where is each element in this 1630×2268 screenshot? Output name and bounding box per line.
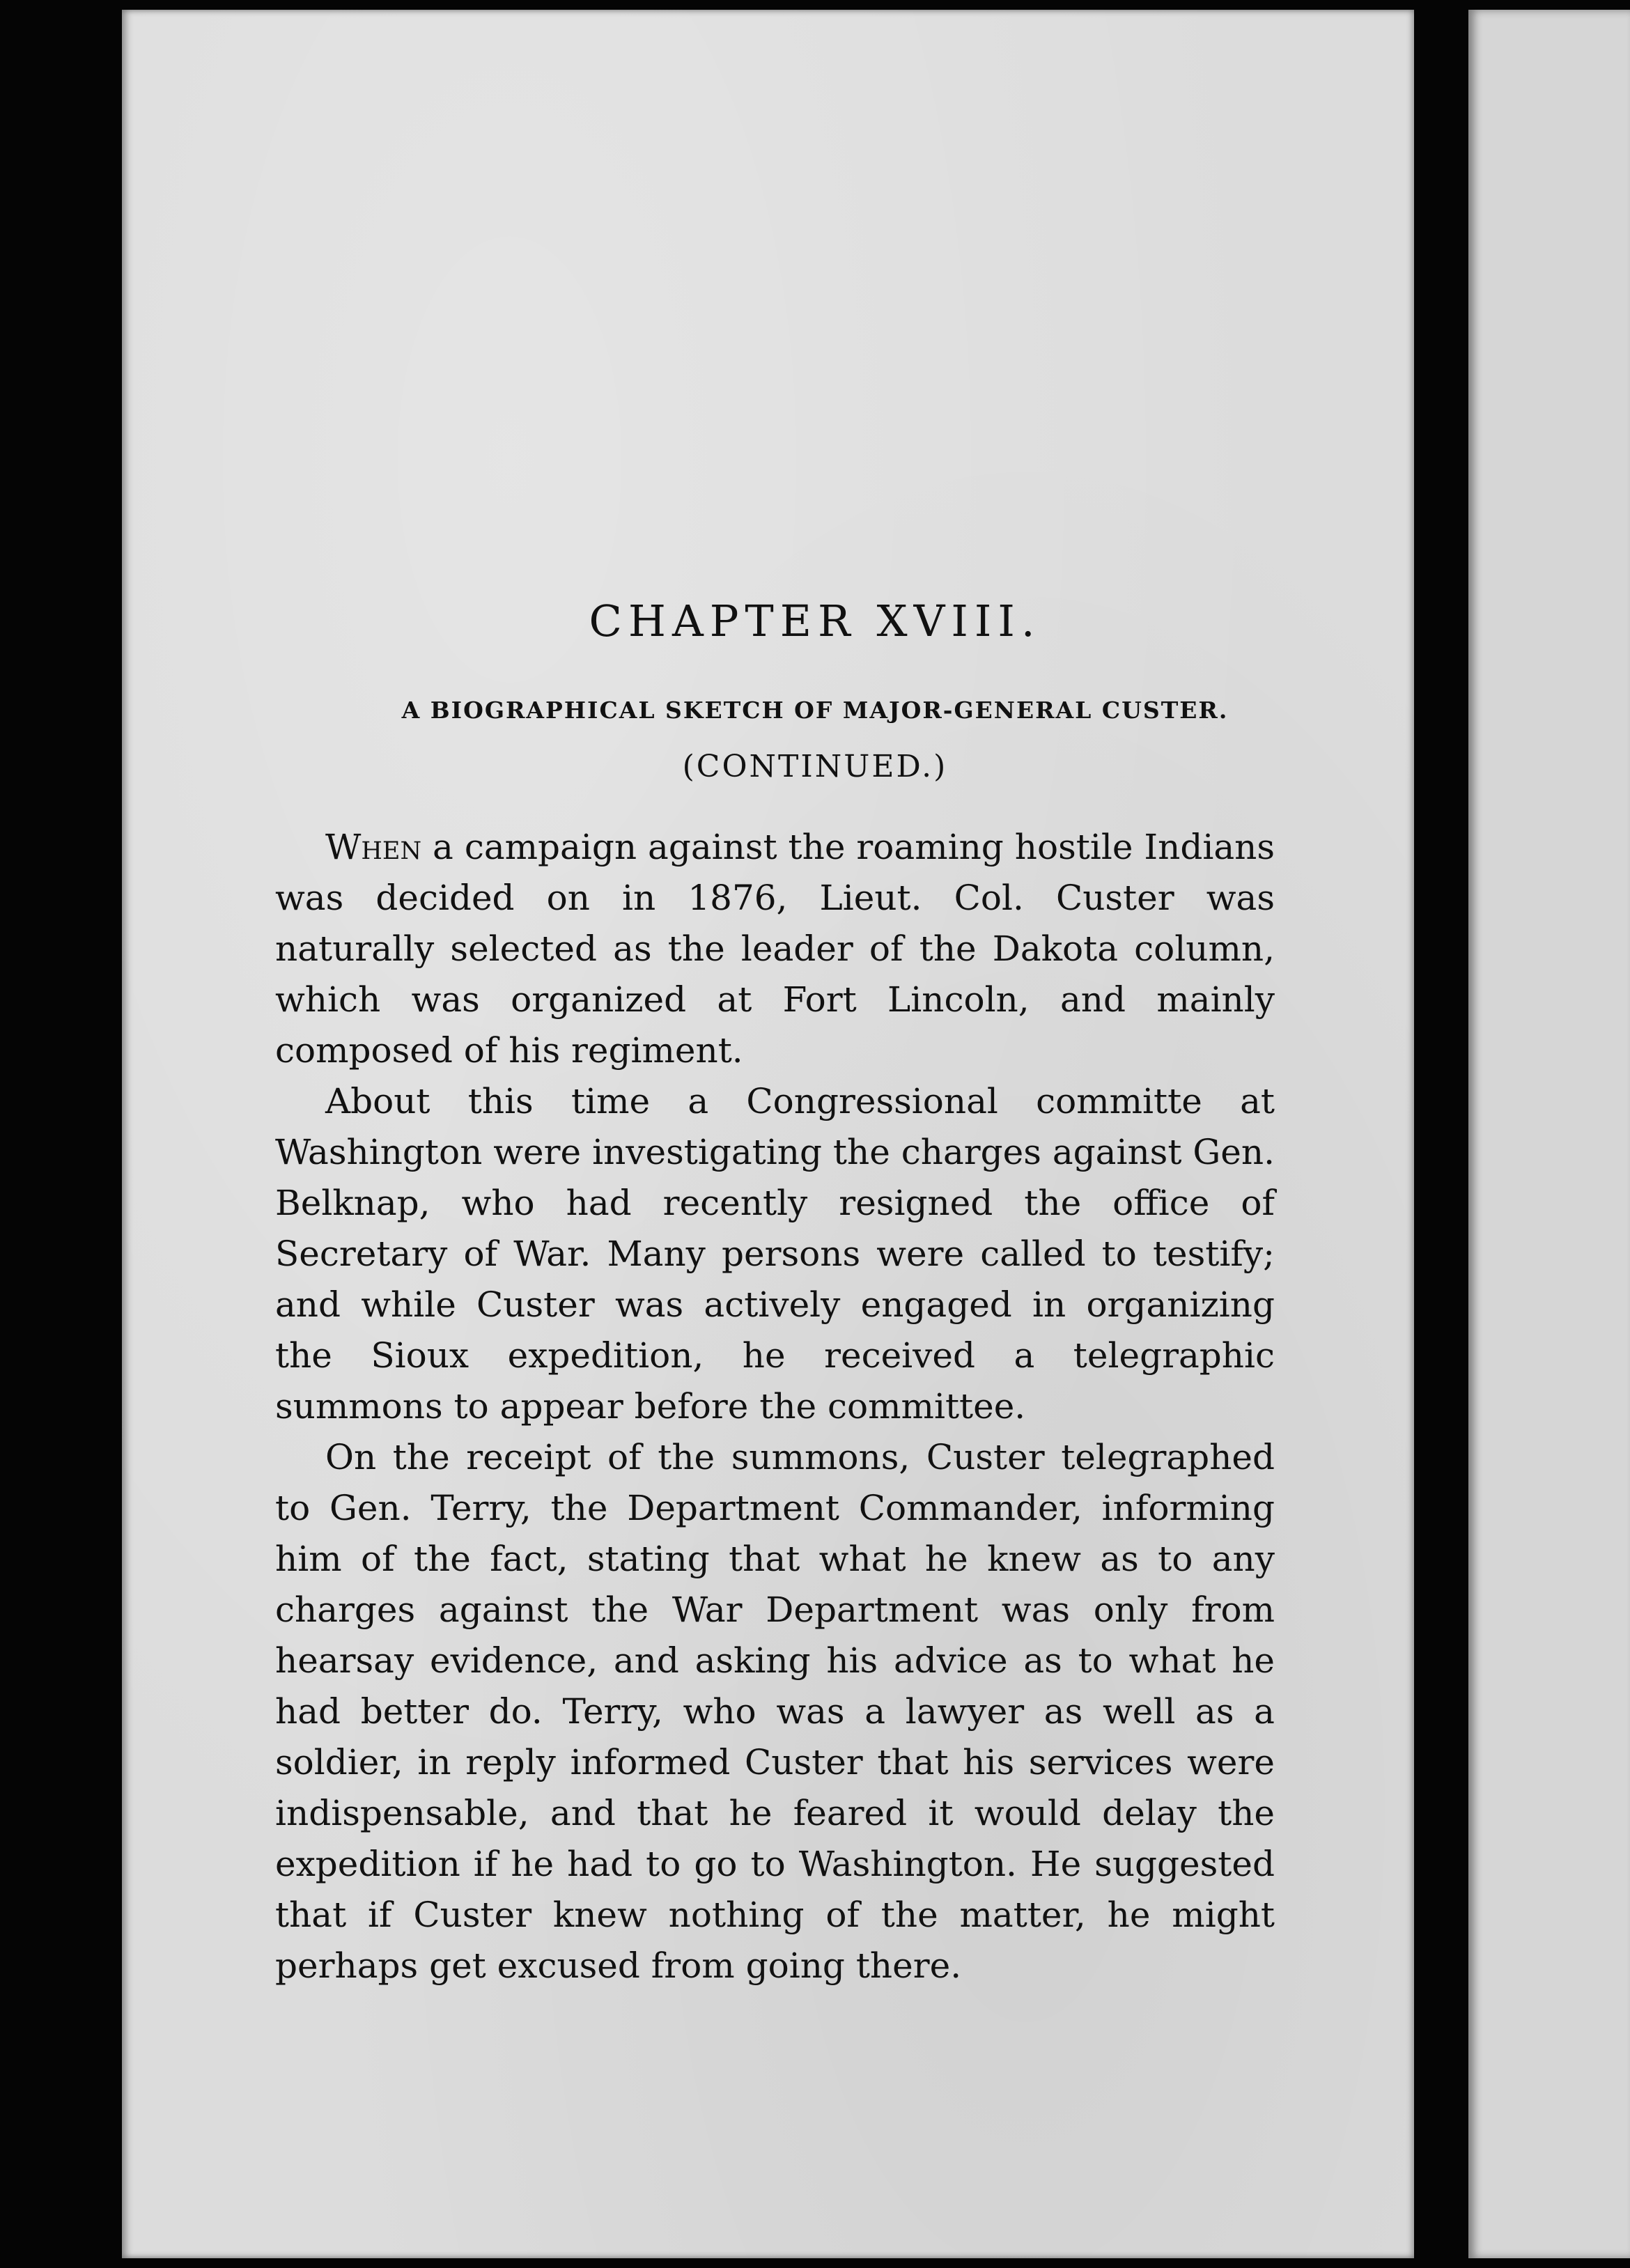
continued-label: (CONTINUED.) (682, 749, 948, 784)
paragraph-text: a campaign against the roaming hostile Indians was decided on in 1876, Lieut. Col. Custer was naturally selected as the leader of the Dakota column, which was organized at Fort Lincoln, and mainly composed of his regiment. (275, 827, 1275, 1071)
paragraph-lead-word: When (325, 827, 422, 867)
chapter-subtitle: A BIOGRAPHICAL SKETCH OF MAJOR-GENERAL CUSTER. (401, 697, 1229, 724)
chapter-title: CHAPTER XVIII. (589, 596, 1041, 646)
paragraph-text: About this time a Congressional committe at Washington were investigating the charges against Gen. Belknap, who had recently resigned the office of Secretary of War. Many persons were called to testify; and while Custer was actively engaged in organizing the Sioux expedition, he received a telegraphic summons to appear before the committee. (275, 1081, 1275, 1427)
paragraph (275, 1432, 1275, 1991)
paragraph (275, 1076, 1275, 1432)
adjacent-page-edge (1468, 10, 1630, 2258)
paragraph (275, 822, 1275, 1076)
chapter-body (275, 822, 1275, 1991)
paragraph-text: On the receipt of the summons, Custer telegraphed to Gen. Terry, the Department Commander, informing him of the fact, stating that what he knew as to any charges against the War Department was only from hearsay evidence, and asking his advice as to what he had better do. Terry, who was a lawyer as well as a soldier, in reply informed Custer that his services were indispensable, and that he feared it would delay the expedition if he had to go to Washington. He suggested that if Custer knew nothing of the matter, he might perhaps get excused from going there. (275, 1437, 1275, 1986)
